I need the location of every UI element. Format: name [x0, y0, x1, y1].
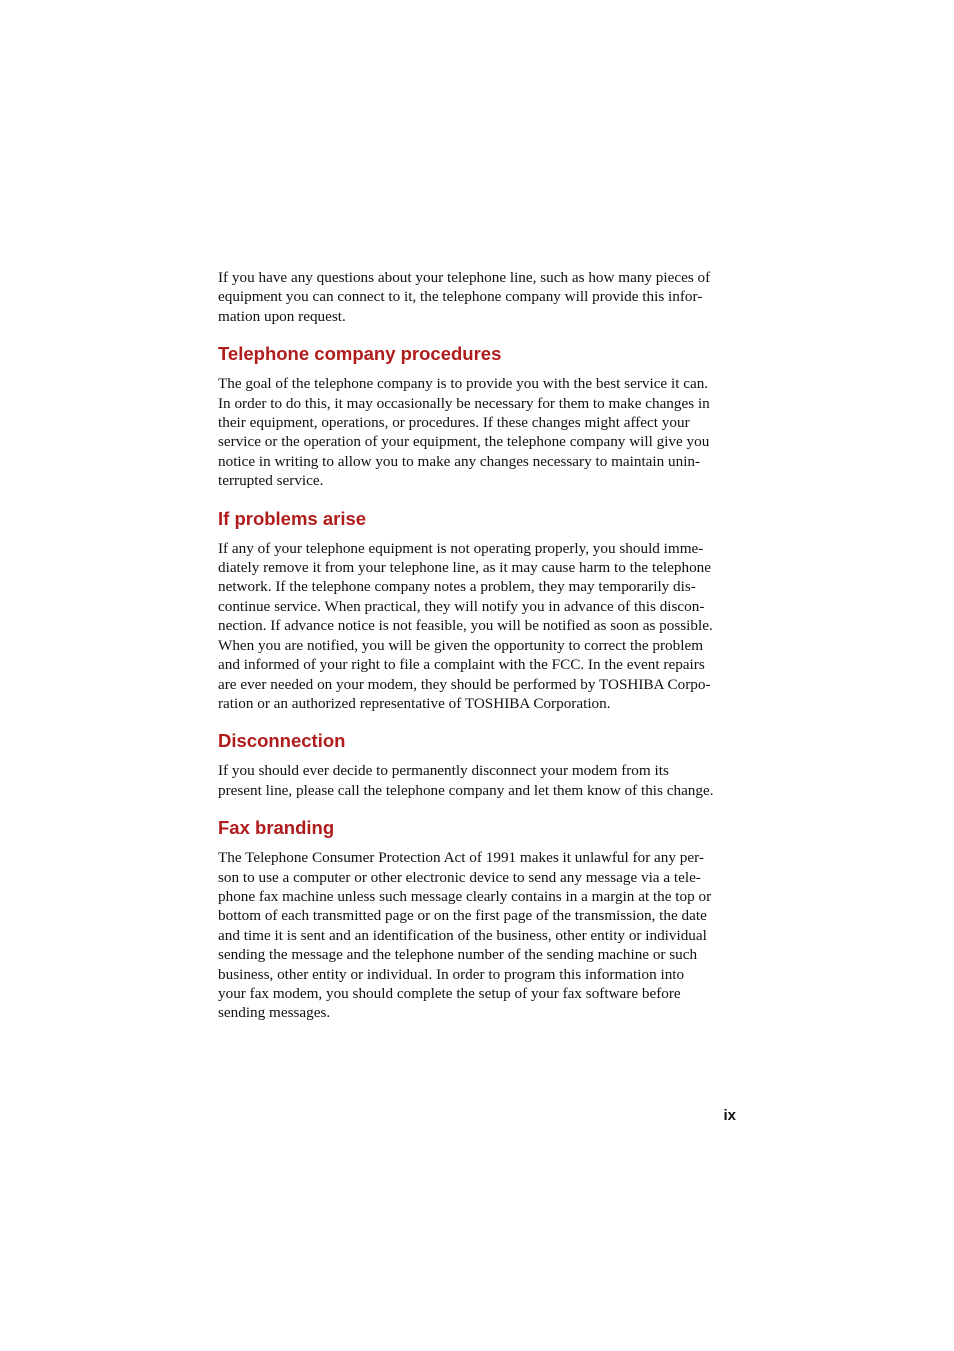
page-number: ix — [723, 1107, 736, 1124]
section-body-disconnection: If you should ever decide to permanently disconnect your modem from its present line, please call the telephone company and let them know of this change. — [218, 762, 714, 799]
section-body-fax-branding: The Telephone Consumer Protection Act of 1991 makes it unlawful for any per- son to use a computer or other electronic device to send any message via a tele- phone fax machine unless such message clearly contains in a margin at the top or bottom of each transmitted page or on the first page of the transmission, the date and time it is sent and an identification of the business, other entity or individual sending the message and the telephone number of the sending machine or such business, other entity or individual. In order to program this information into your fax modem, you should complete the setup of your fax software before sending messages. — [218, 849, 712, 1022]
document-page — [218, 268, 738, 1023]
section-body-telephone-company-procedures: The goal of the telephone company is to provide you with the best service it can. In order to do this, it may occasionally be necessary for them to make changes in their equipment, operations, or procedures. If these changes might affect your service or the operation of your equipment, the telephone company will give you notice in writing to allow you to make any changes necessary to maintain unin- terrupted service. — [218, 375, 710, 490]
section-heading-if-problems-arise: If problems arise — [218, 507, 367, 529]
section-body-if-problems-arise: If any of your telephone equipment is not operating properly, you should imme- diately remove it from your telephone line, as it may cause harm to the telephone network. If the telephone company notes a problem, they may temporarily dis- continue service. When practical, they will notify you in advance of this discon- nection. If advance notice is not feasible, you will be notified as soon as possible. When you are notified, you will be given the opportunity to correct the problem and informed of your right to file a complaint with the FCC. In the event repairs are ever needed on your modem, they should be performed by TOSHIBA Corpo- ration or an authorized representative of TOSHIBA Corporation. — [218, 539, 713, 712]
section-heading-fax-branding: Fax branding — [218, 817, 335, 839]
section-heading-telephone-company-procedures: Telephone company procedures — [218, 343, 502, 365]
section-heading-disconnection: Disconnection — [218, 730, 346, 752]
intro-paragraph: If you have any questions about your telephone line, such as how many pieces of equipment you can connect to it, the telephone company will provide this infor- mation upon request. — [218, 269, 711, 325]
